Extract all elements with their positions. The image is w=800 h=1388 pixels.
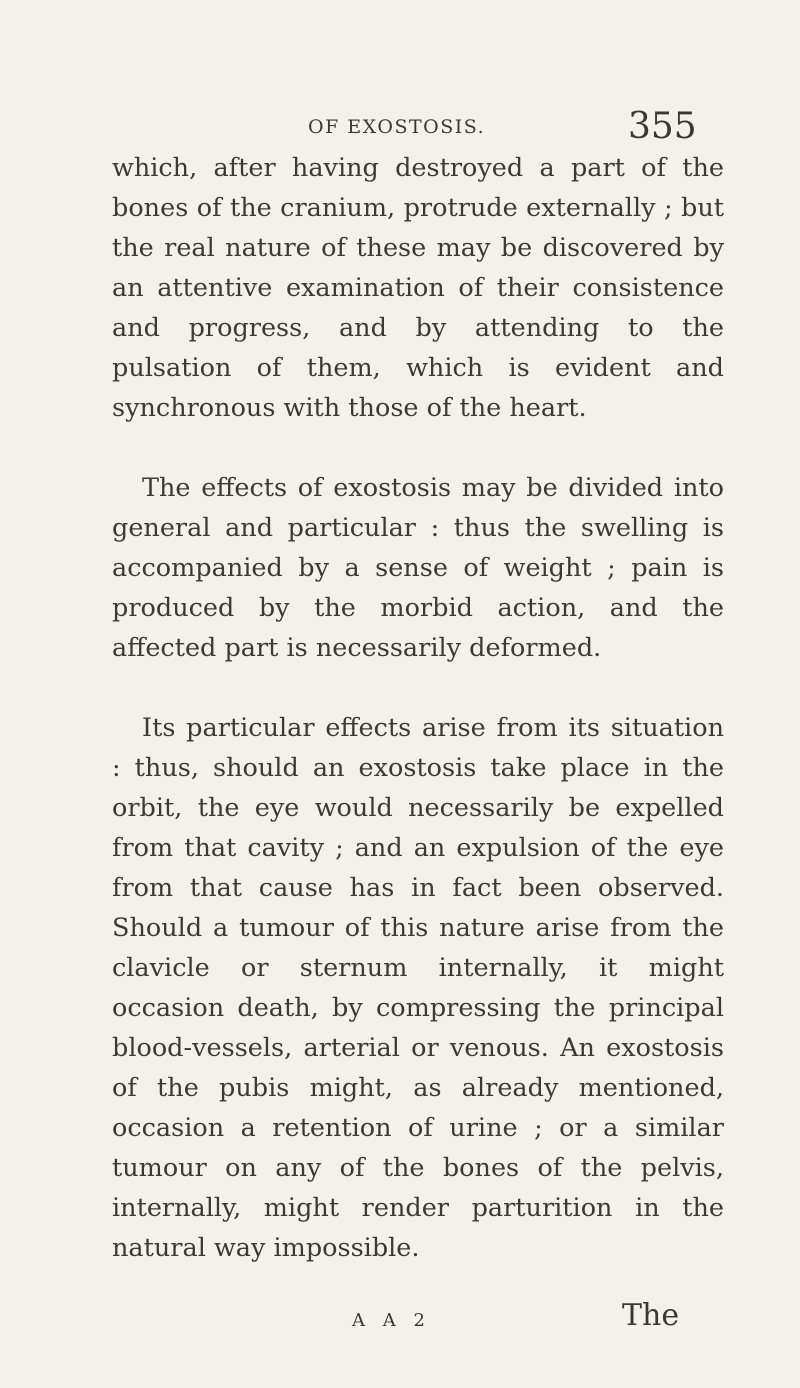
paragraph-particular-effects: Its particular effects arise from its situation : thus, should an exostosis take place in the orbit, the eye would necessarily be expelled from that cavity ; and an expulsion of the eye from that cause has in fact been observed. Should a tumour of this nature arise from the clavicle or sternum internally, it might occasion death, by compressing the principal blood-vessels, arterial or venous. An exostosis of the pubis might, as already mentioned, occasion a retention of urine ; or a similar tumour on any of the bones of the pelvis, internally, might render parturition in the natural way impossible. xyxy=(112,713,724,1263)
signature-mark: A A 2 xyxy=(352,1310,431,1331)
page-number: 355 xyxy=(628,106,697,147)
catchword: The xyxy=(622,1298,680,1333)
running-head xyxy=(0,106,800,152)
running-title: OF EXOSTOSIS. xyxy=(308,116,486,138)
page-footer xyxy=(0,1298,800,1338)
paragraph-continuation: which, after having destroyed a part of the bones of the cranium, protrude externally ; but the real nature of these may be discovered by an attentive examination of their consistence and progress, and by attending to the pulsation of them, which is evident and synchronous with those of the heart. xyxy=(112,153,724,423)
body-text xyxy=(112,148,724,1308)
paragraph-general-effects: The effects of exostosis may be divided into general and particular : thus the swelling is accompanied by a sense of weight ; pain is produced by the morbid action, and the affected part is necessarily deformed. xyxy=(112,473,724,663)
